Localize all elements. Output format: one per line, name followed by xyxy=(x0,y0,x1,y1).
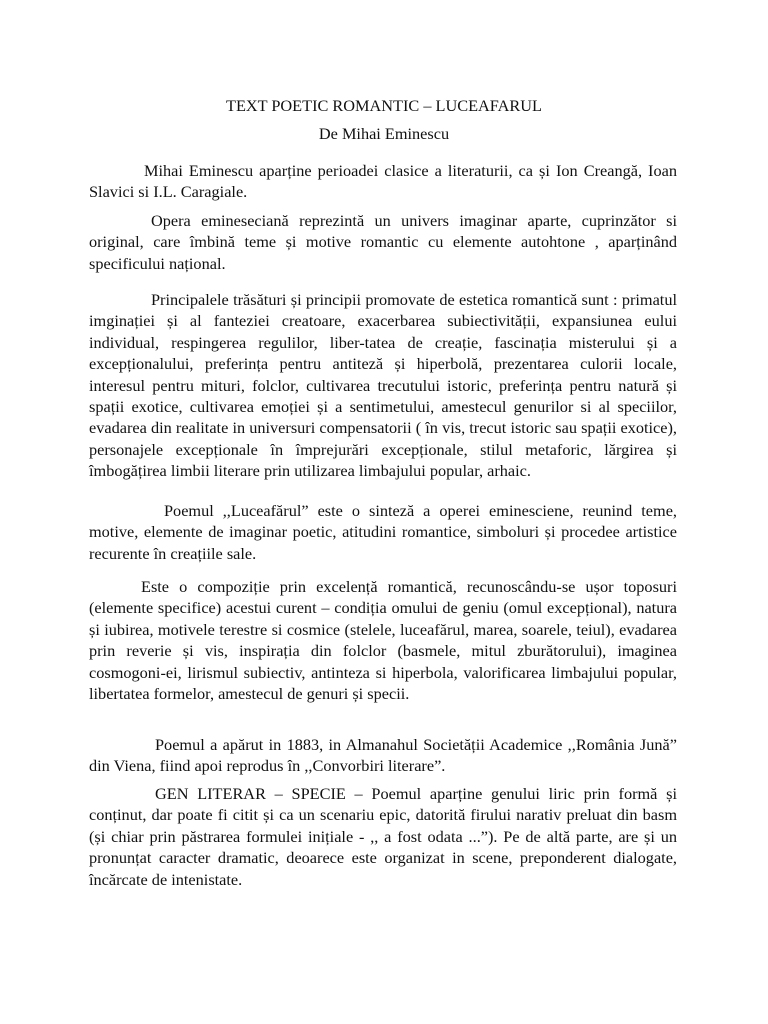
author-line: De Mihai Eminescu xyxy=(318,124,450,143)
paragraph-1: Mihai Eminescu aparține perioadei clasice a literaturii, ca și Ion Creangă, Ioan Slavici si I.L. Caragiale. xyxy=(89,161,677,202)
paragraph-7: GEN LITERAR – SPECIE – Poemul aparține genului liric prin formă și conținut, dar poate fi citit și ca un scenariu epic, datorită firului narativ preluat din basm (și chiar prin păstrarea formulei inițiale - ,, a fost odata ...”). Pe de altă parte, are și un pronunțat caracter dramatic, deoarece este organizat in scene, preponderent dialogate, încărcate de intenistate. xyxy=(89,784,677,889)
paragraph-5: Este o compoziție prin excelență romantică, recunoscându-se ușor toposuri (elemente specifice) acestui curent – condiția omului de geniu (omul excepțional), natura și iubirea, motivele terestre si cosmice (stelele, luceafărul, marea, soarele, teiul), evadarea prin reverie și vis, inspirația din folclor (basmele, mitul zburătorului), imaginea cosmogoni-ei, lirismul subiectiv, antinteza si hiperbola, valorificarea limbajului popular, libertatea formelor, amestecul de genuri și specii. xyxy=(89,577,677,704)
document-title: TEXT POETIC ROMANTIC – LUCEAFARUL xyxy=(226,96,542,115)
paragraph-2: Opera emineseciană reprezintă un univers imaginar aparte, cuprinzător si original, care îmbină teme și motive romantic cu elemente autohtone , aparținând specificului național. xyxy=(89,211,677,273)
paragraph-4: Poemul ,,Luceafărul” este o sinteză a operei eminesciene, reunind teme, motive, elemente de imaginar poetic, atitudini romantice, simboluri și procedee artistice recurente în creațiile sale. xyxy=(89,501,677,563)
paragraph-6: Poemul a apărut in 1883, in Almanahul Societății Academice ,,România Jună” din Viena, fiind apoi reprodus în ,,Convorbiri literare”. xyxy=(89,735,677,776)
paragraph-3: Principalele trăsături și principii promovate de estetica romantică sunt : primatul imginației și al fanteziei creatoare, exacerbarea subiectivității, expansiunea eului individual, respingerea regulilor, liber-tatea de creație, fascinația misterului și a excepționalului, preferința pentru antiteză și hiperbolă, prezentarea culorii locale, interesul pentru mituri, folclor, cultivarea trecutului istoric, preferința pentru natură și spații exotice, cultivarea emoției și a sentimetului, amestecul genurilor si al speciilor, evadarea din realitate in universuri compensatorii ( în vis, trecut istoric sau spații exotice), personajele excepționale în împrejurări excepționale, stilul metaforic, lărgirea și îmbogățirea limbii literare prin utilizarea limbajului popular, arhaic. xyxy=(89,290,677,481)
